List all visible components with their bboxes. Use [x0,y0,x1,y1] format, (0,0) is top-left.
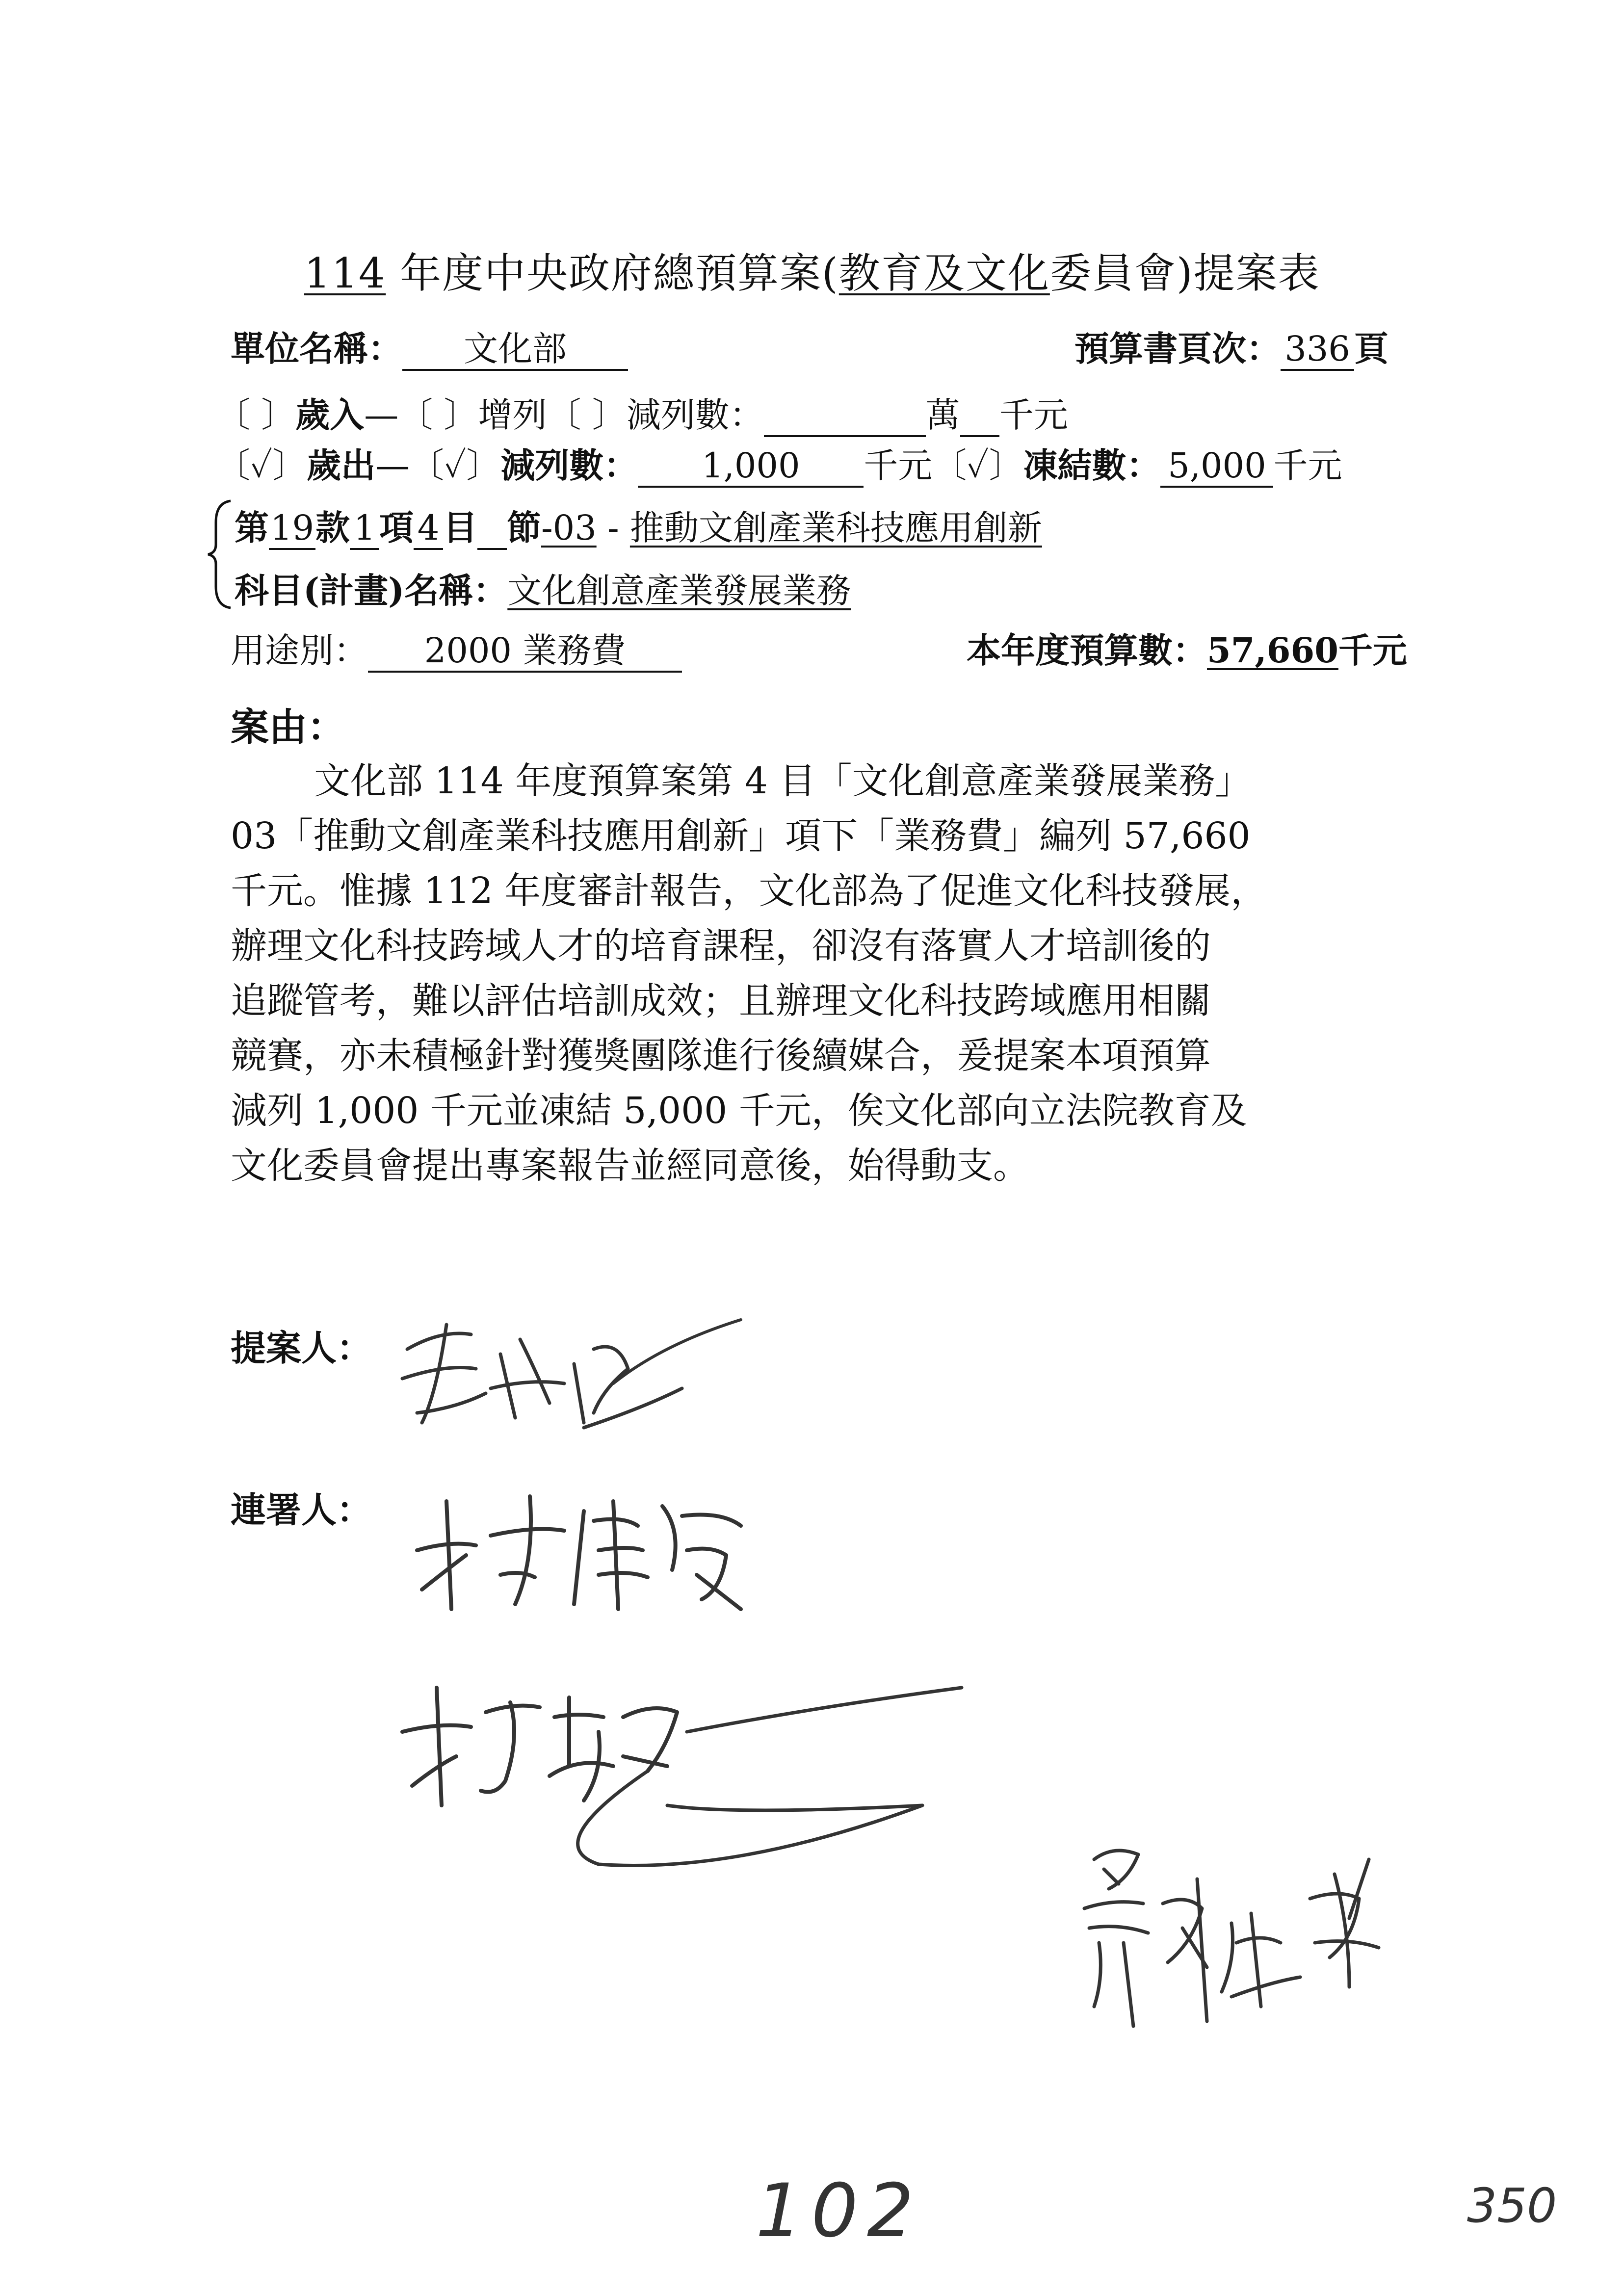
xiang-label: 項 [379,507,414,548]
reason-heading: 案由： [231,705,346,750]
increase-label: 增列 [478,395,547,435]
proposer-signature [388,1295,760,1457]
expenditure-label: 歲出 [307,445,376,486]
reason-body [231,754,1267,1193]
freeze-value: 5,000 [1160,446,1273,488]
budget-page-row [1074,321,1388,371]
title-pre: 年度中央政府總預算案( [386,249,839,297]
expenditure-dash: — [375,445,410,486]
page-number-center: 102 [756,2168,923,2254]
form-title [304,240,1320,300]
expenditure-decrease-value: 1,000 [638,446,864,488]
reason-line: 辦理文化科技跨域人才的培育課程，卻沒有落實人才培訓後的 [231,925,1211,967]
revenue-dash: — [364,395,399,435]
cosigner-signature-3 [1074,1830,1408,2036]
reason-line: 減列 1,000 千元並凍結 5,000 千元，俟文化部向立法院教育及 [231,1090,1247,1132]
kuan-value: 19 [269,508,315,550]
annual-budget-label: 本年度預算數： [967,630,1207,671]
jie-blank [477,514,507,550]
usage-label: 用途別： [231,630,368,671]
page-number-corner: 350 [1467,2178,1557,2233]
subject-label: 科目(計畫)名稱： [235,570,508,611]
budget-page-label: 預算書頁次： [1074,328,1281,369]
revenue-label: 歲入 [295,394,365,435]
expenditure-unit2: 千元 [1273,445,1342,486]
unit-value: 文化部 [402,329,628,371]
reason-line: 追蹤管考，難以評估培訓成效；且辦理文化科技跨域應用相關 [231,980,1211,1022]
expenditure-unit1: 千元 [864,445,933,486]
wan-label: 萬 [925,395,960,435]
usage-value: 2000 業務費 [368,631,682,673]
reason-line: 文化部 114 年度預算案第 4 目「文化創意產業發展業務」 [314,760,1252,802]
expenditure-checkbox: 〔✓〕 [216,445,307,486]
annual-budget-unit: 千元 [1338,630,1407,671]
xiang-value: 1 [350,508,379,550]
expenditure-decrease-label: 減列數： [500,445,638,486]
budget-page-unit: 頁 [1354,328,1388,369]
revenue-row [216,388,1068,437]
cosigner-label: 連署人： [231,1489,372,1531]
reason-line: 文化委員會提出專案報告並經同意後，始得動支。 [231,1145,1029,1187]
subject-value: 文化創意產業發展業務 [507,571,851,611]
revenue-checkbox: 〔 〕 [216,395,296,435]
item-name: 推動文創產業科技應用創新 [629,508,1042,548]
reason-line: 千元。惟據 112 年度審計報告，文化部為了促進文化科技發展， [231,870,1267,912]
proposer-label: 提案人： [231,1327,372,1369]
revenue-thousand-blank [960,401,999,437]
freeze-label: 凍結數： [1023,445,1161,486]
title-post: 委員會)提案表 [1049,249,1320,297]
usage-row [231,623,682,673]
reason-line: 03「推動文創產業科技應用創新」項下「業務費」編列 57,660 [231,815,1251,857]
revenue-unit: 千元 [999,395,1068,435]
title-year: 114 [304,249,386,297]
revenue-decrease-label: 減列數： [626,395,764,435]
kuan-prefix: 第 [235,507,269,548]
cosigner-signature-1 [407,1472,760,1619]
item-row [235,500,1042,550]
jie-label: 節 [507,507,541,548]
reason-line: 競賽，亦未積極針對獲獎團隊進行後續媒合，爰提案本項預算 [231,1035,1211,1077]
subject-row [235,563,851,613]
expenditure-row [216,438,1342,488]
brace-bracket [205,498,235,611]
mu-value: 4 [414,508,443,550]
item-code: -03 [541,508,597,548]
mu-label: 目 [443,507,477,548]
revenue-decrease-blank [764,401,926,437]
annual-budget-row [967,623,1407,673]
unit-row [231,321,628,371]
budget-page-value: 336 [1281,329,1354,371]
kuan-label: 款 [315,507,350,548]
increase-checkbox: 〔 〕 [398,395,478,435]
title-committee: 教育及文化 [838,249,1050,297]
unit-label: 單位名稱： [231,328,402,369]
annual-budget-value: 57,660 [1207,630,1338,671]
decrease-checkbox: 〔 〕 [547,395,627,435]
expenditure-decrease-checkbox: 〔✓〕 [410,445,501,486]
cosigner-signature-2 [393,1658,971,1884]
freeze-checkbox: 〔✓〕 [932,445,1023,486]
item-separator: - [596,508,630,548]
